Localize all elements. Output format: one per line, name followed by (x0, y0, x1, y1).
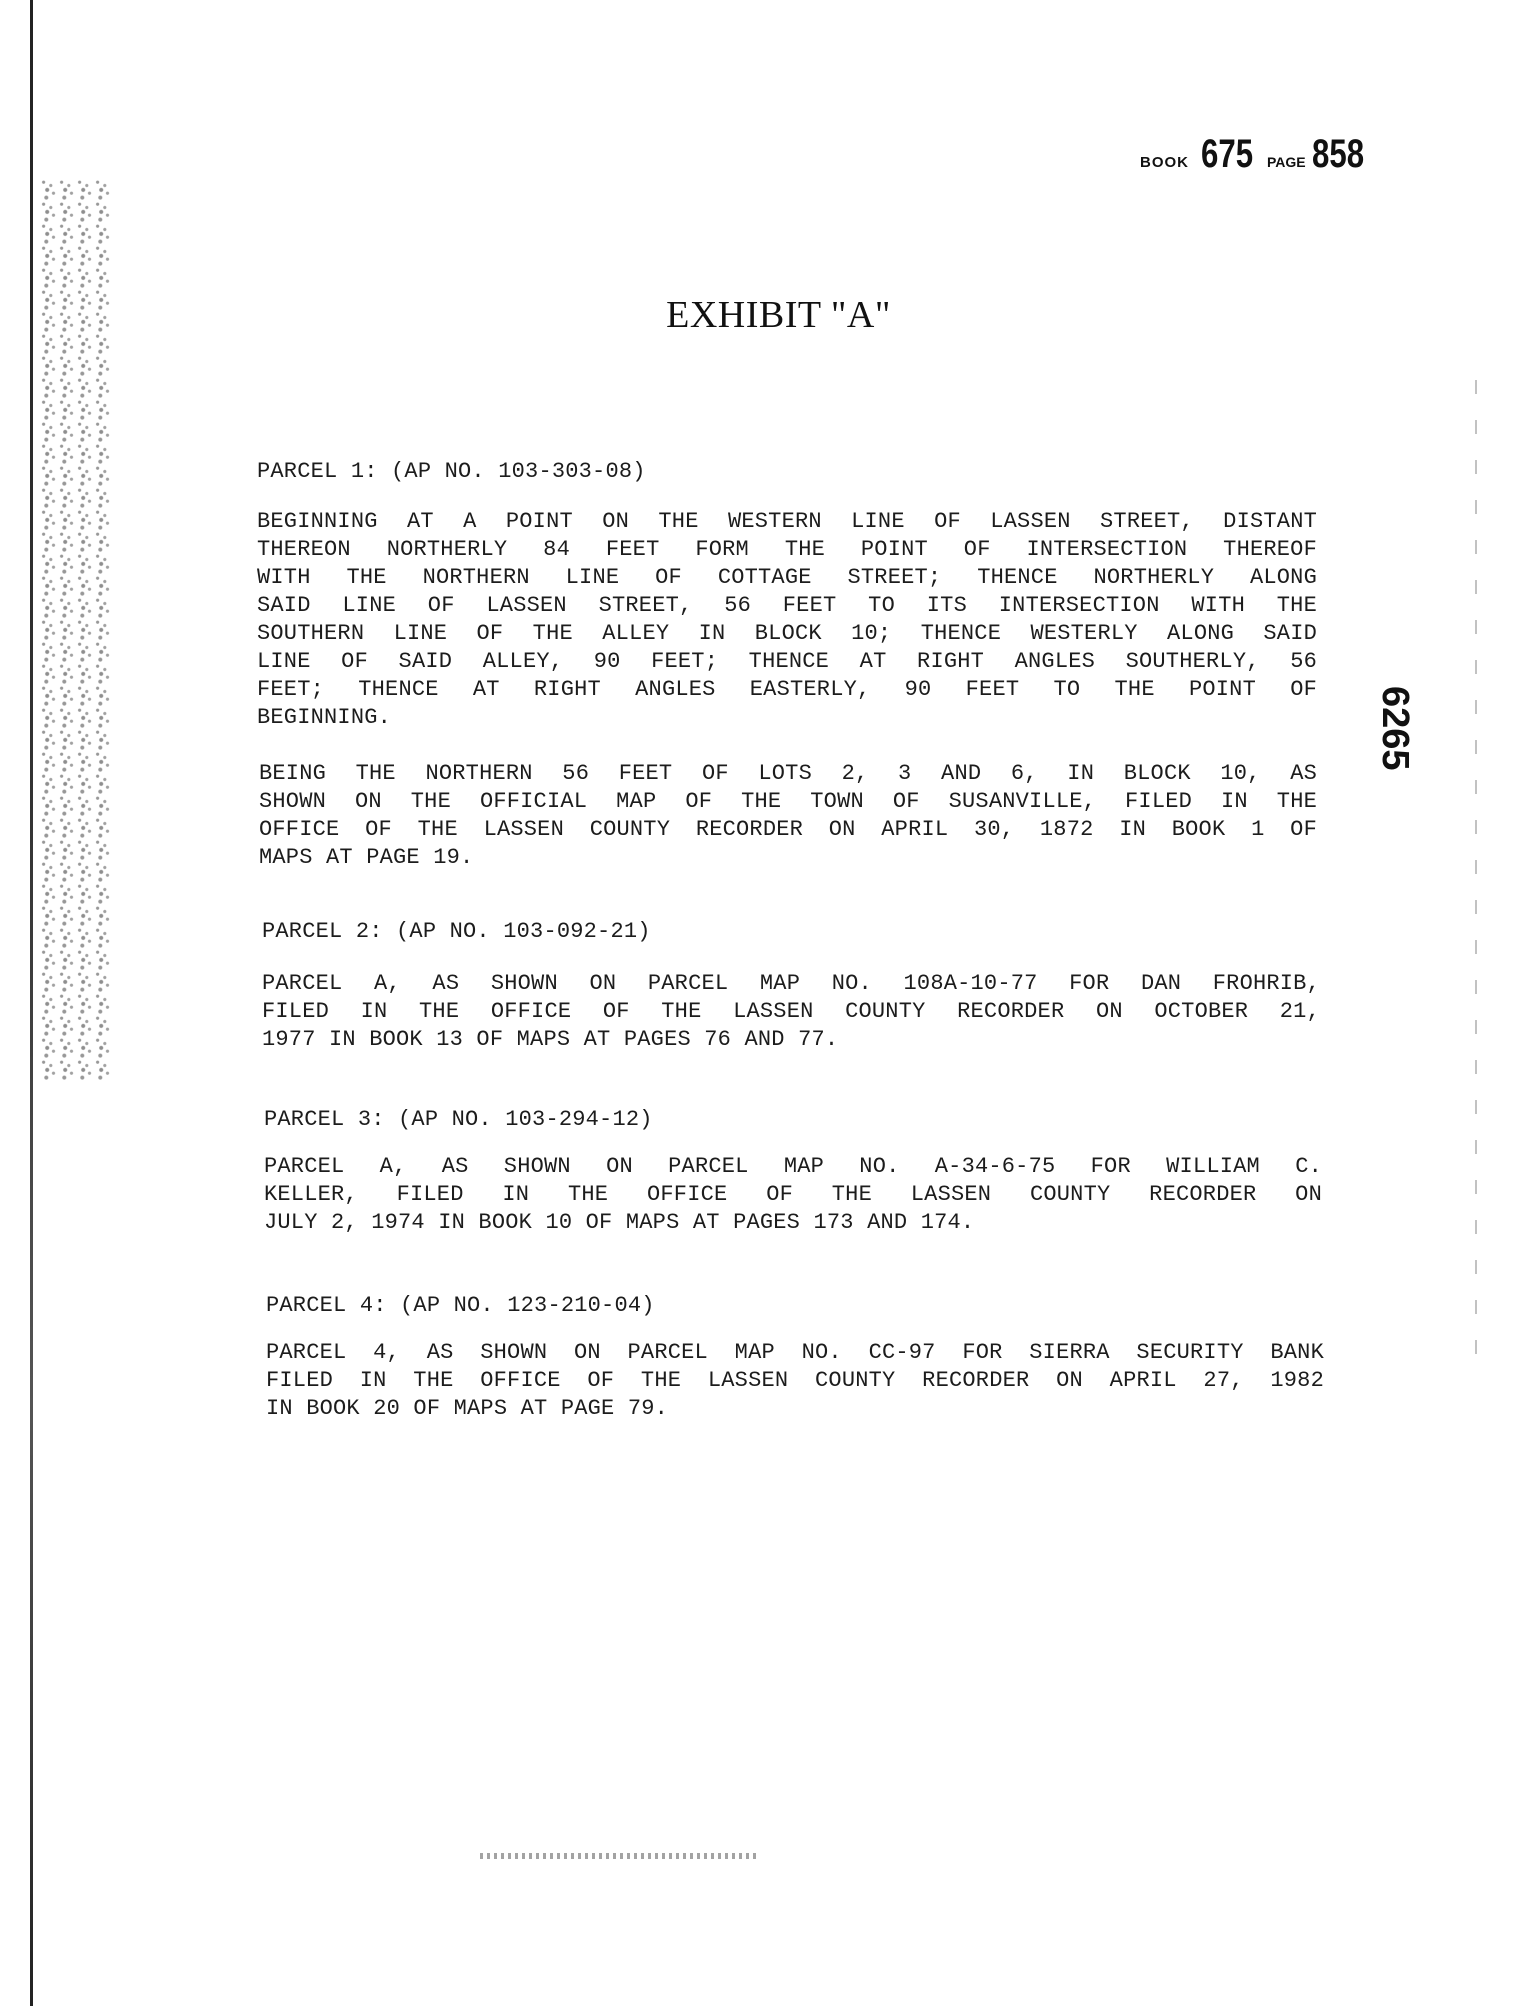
text-line: THEREON NORTHERLY 84 FEET FORM THE POINT OF INTERSECTION THEREOF (257, 537, 1317, 562)
parcel-1-description (257, 508, 1317, 732)
parcel-4-description (266, 1339, 1324, 1423)
text-line: IN BOOK 20 OF MAPS AT PAGE 79. (266, 1396, 669, 1421)
recording-number-stamp: 6265 (1374, 686, 1416, 771)
scan-smudge (480, 1853, 760, 1859)
parcel-1-heading: PARCEL 1: (AP NO. 103-303-08) (257, 459, 646, 484)
page-number: 858 (1311, 132, 1364, 176)
text-line: MAPS AT PAGE 19. (259, 845, 474, 870)
text-line: KELLER, FILED IN THE OFFICE OF THE LASSEN COUNTY RECORDER ON (264, 1182, 1322, 1207)
text-line: JULY 2, 1974 IN BOOK 10 OF MAPS AT PAGES 173 AND 174. (264, 1210, 975, 1235)
text-line: SHOWN ON THE OFFICIAL MAP OF THE TOWN OF SUSANVILLE, FILED IN THE (259, 789, 1317, 814)
scan-right-edge (1475, 380, 1477, 1380)
text-line: OFFICE OF THE LASSEN COUNTY RECORDER ON APRIL 30, 1872 IN BOOK 1 OF (259, 817, 1317, 842)
text-line: 1977 IN BOOK 13 OF MAPS AT PAGES 76 AND 77. (262, 1027, 839, 1052)
book-label: BOOK (1140, 154, 1189, 171)
text-line: LINE OF SAID ALLEY, 90 FEET; THENCE AT RIGHT ANGLES SOUTHERLY, 56 (257, 649, 1317, 674)
parcel-2-description (262, 970, 1320, 1054)
text-line: BEING THE NORTHERN 56 FEET OF LOTS 2, 3 AND 6, IN BLOCK 10, AS (259, 761, 1317, 786)
text-line: SOUTHERN LINE OF THE ALLEY IN BLOCK 10; THENCE WESTERLY ALONG SAID (257, 621, 1317, 646)
text-line: FILED IN THE OFFICE OF THE LASSEN COUNTY RECORDER ON APRIL 27, 1982 (266, 1368, 1324, 1393)
parcel-2-heading: PARCEL 2: (AP NO. 103-092-21) (262, 919, 651, 944)
text-line: FILED IN THE OFFICE OF THE LASSEN COUNTY RECORDER ON OCTOBER 21, (262, 999, 1320, 1024)
book-number: 675 (1201, 132, 1254, 176)
text-line: SAID LINE OF LASSEN STREET, 56 FEET TO ITS INTERSECTION WITH THE (257, 593, 1317, 618)
page-label: PAGE (1267, 154, 1306, 170)
book-page-reference (1140, 132, 1378, 182)
text-line: WITH THE NORTHERN LINE OF COTTAGE STREET; THENCE NORTHERLY ALONG (257, 565, 1317, 590)
text-line: FEET; THENCE AT RIGHT ANGLES EASTERLY, 90 FEET TO THE POINT OF (257, 677, 1317, 702)
text-line: BEGINNING AT A POINT ON THE WESTERN LINE OF LASSEN STREET, DISTANT (257, 509, 1317, 534)
text-line: BEGINNING. (257, 705, 392, 730)
page-title: EXHIBIT "A" (666, 294, 891, 336)
parcel-4-heading: PARCEL 4: (AP NO. 123-210-04) (266, 1293, 655, 1318)
text-line: PARCEL 4, AS SHOWN ON PARCEL MAP NO. CC-97 FOR SIERRA SECURITY BANK (266, 1340, 1324, 1365)
parcel-1-reference (259, 760, 1317, 872)
parcel-3-heading: PARCEL 3: (AP NO. 103-294-12) (264, 1107, 653, 1132)
parcel-3-description (264, 1153, 1322, 1237)
text-line: PARCEL A, AS SHOWN ON PARCEL MAP NO. 108A-10-77 FOR DAN FROHRIB, (262, 971, 1320, 996)
text-line: PARCEL A, AS SHOWN ON PARCEL MAP NO. A-34-6-75 FOR WILLIAM C. (264, 1154, 1322, 1179)
